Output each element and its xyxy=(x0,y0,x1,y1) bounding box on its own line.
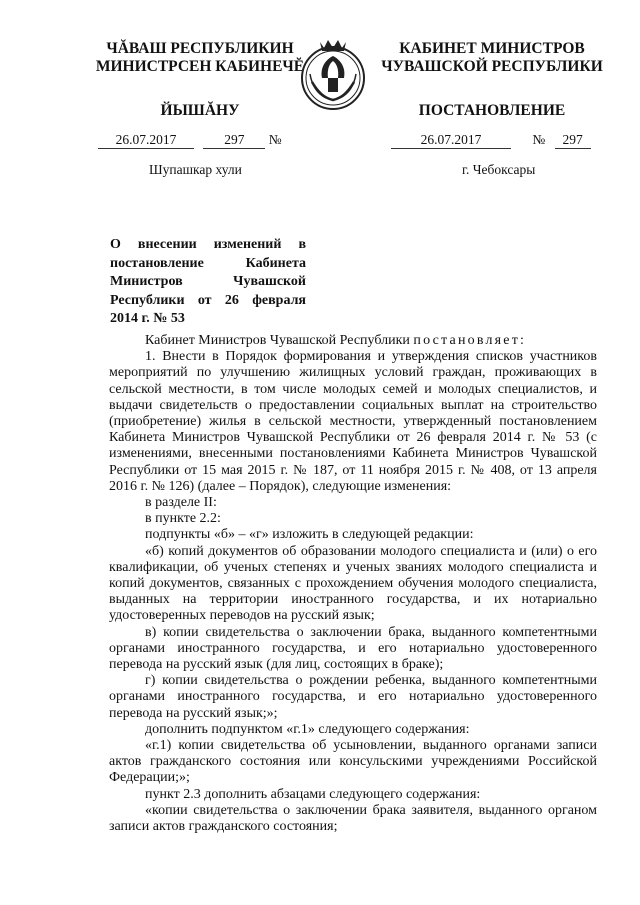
paragraph: подпункты «б» – «г» изложить в следующей редакции: xyxy=(145,527,474,543)
header-left-line2: МИНИСТРСЕН КАБИНЕЧĔ xyxy=(95,58,305,75)
header-right-line1: КАБИНЕТ МИНИСТРОВ xyxy=(399,40,585,57)
paragraph: в разделе II: xyxy=(145,495,217,511)
header-right-title: ПОСТАНОВЛЕНИЕ xyxy=(418,102,566,119)
doc-date-right: 26.07.2017 xyxy=(391,132,511,149)
doc-num-right: 297 xyxy=(555,132,591,149)
paragraph: 1. Внести в Порядок формирования и утверждения списков участников мероприятий по улучшению жилищных условий граждан, проживающих в сельской местности, в том числе молодых семей и молодых специалистов, и выдачи свидетельств о предоставлении социальных выплат на строительство (приобретение) жилья в сельской местности, утвержденный постановлением Кабинета Министров Чувашской Республики от 26 февраля 2014 г. № 53 (с изменениями, внесенными постановлениями Кабинета Министров Чувашской Республики от 15 мая 2015 г. № 187, от 11 ноября 2015 г. № 408, от 13 апреля 2016 г. № 126) (далее – Порядок), следующие изменения: xyxy=(109,349,597,494)
num-sign-right: № xyxy=(532,132,546,147)
header-left-title: ЙЫШĂНУ xyxy=(160,102,240,119)
paragraph: дополнить подпунктом «г.1» следующего содержания: xyxy=(145,721,470,737)
header-right xyxy=(372,40,612,120)
doc-num-left: 297 xyxy=(203,132,265,149)
header-left xyxy=(80,40,320,120)
paragraph: в пункте 2.2: xyxy=(145,511,221,527)
intro-decree-word: постановляет: xyxy=(413,333,527,348)
document-body xyxy=(109,333,597,835)
num-sign-left: № xyxy=(268,132,282,147)
paragraph: «г.1) копии свидетельства об усыновлении, выданного органами записи актов гражданского состояния или консульскими учреждениями Российской Федерации;»; xyxy=(109,738,597,786)
header-left-line1: ЧĂВАШ РЕСПУБЛИКИН xyxy=(106,40,294,57)
paragraph: «б) копий документов об образовании молодого специалиста и (или) о его квалификации, об ученых степенях и ученых званиях молодого специалиста и копий документов, связанных с прохождением обучения молодого специалиста, выданных на территории иностранного государства, и их нотариально удостоверенных переводов на русский язык; xyxy=(109,543,597,624)
doc-number-right xyxy=(391,132,591,150)
paragraph: пункт 2.3 дополнить абзацами следующего содержания: xyxy=(145,786,481,802)
paragraph: в) копии свидетельства о заключении брака, выданного компетентными органами иностранного государства, и его нотариально удостоверенного перевода на русский язык (для лиц, состоящих в браке); xyxy=(109,624,597,673)
intro-paragraph xyxy=(109,333,597,349)
header-right-line2: ЧУВАШСКОЙ РЕСПУБЛИКИ xyxy=(381,58,603,75)
coat-of-arms-icon xyxy=(298,34,368,114)
place-right: г. Чебоксары xyxy=(462,162,536,177)
document-subject: О внесении изменений в постановление Кабинета Министров Чувашской Республики от 26 февраля 2014 г. № 53 xyxy=(110,237,306,326)
place-left: Шупашкар хули xyxy=(149,162,242,177)
doc-date-left: 26.07.2017 xyxy=(98,132,194,149)
paragraph: «копии свидетельства о заключении брака заявителя, выданного органом записи актов гражданского состояния; xyxy=(109,802,597,835)
intro-text: Кабинет Министров Чувашской Республики xyxy=(145,333,414,348)
doc-number-left xyxy=(98,132,282,150)
paragraph: г) копии свидетельства о рождении ребенка, выданного компетентными органами иностранного государства, и его нотариально удостоверенного перевода на русский язык;»; xyxy=(109,673,597,721)
